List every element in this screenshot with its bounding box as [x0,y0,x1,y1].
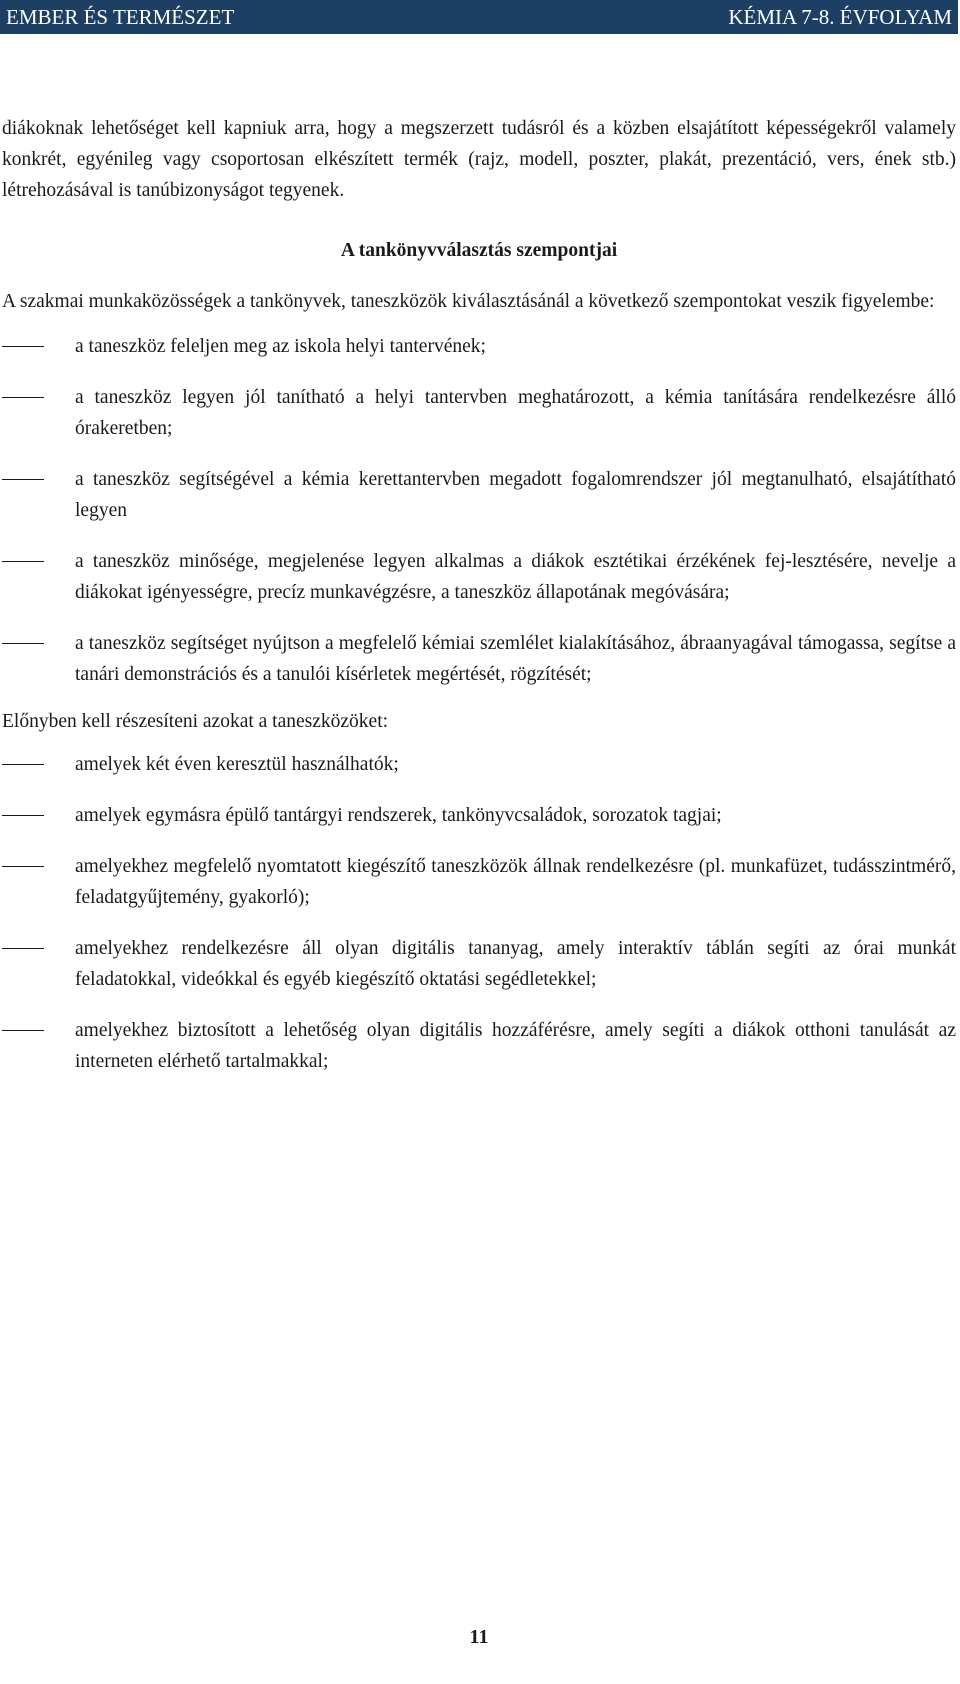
dash-bullet [2,561,44,562]
preference-list-item [2,933,956,995]
preference-text: amelyekhez megfelelő nyomtatott kiegészítő taneszközök állnak rendelkezésre (pl. munkafüzet, tudásszintmérő, feladatgyűjtemény, gyakorló); [75,856,956,908]
dash-bullet [2,643,44,644]
preference-text: amelyekhez biztosított a lehetőség olyan digitális hozzáférésre, amely segíti a diákok otthoni tanulását az interneten elérhető tartalmakkal; [75,1020,956,1072]
page-number: 11 [469,1626,489,1648]
dash-bullet [2,815,44,816]
preference-list-item [2,800,956,831]
criteria-text: a taneszköz segítségével a kémia kerettantervben megadott fogalomrendszer jól megtanulható, elsajátítható legyen [75,469,956,521]
criteria-text: a taneszköz legyen jól tanítható a helyi tantervben meghatározott, a kémia tanítására rendelkezésre álló órakeretben; [75,387,956,439]
dash-bullet [2,397,44,398]
header-grade-level: KÉMIA 7-8. ÉVFOLYAM [728,4,952,29]
criteria-lead-paragraph: A szakmai munkaközösségek a tankönyvek, taneszközök kiválasztásánál a következő szempontokat veszik figyelembe: [2,291,935,312]
preference-text: amelyek két éven keresztül használhatók; [75,754,399,775]
dash-bullet [2,866,44,867]
header-subject-area: EMBER ÉS TERMÉSZET [6,4,235,29]
dash-bullet [2,948,44,949]
dash-bullet [2,479,44,480]
criteria-text: a taneszköz feleljen meg az iskola helyi tantervének; [75,336,486,357]
preference-list-item [2,1015,956,1077]
criteria-list-item [2,546,956,608]
criteria-list [2,331,956,690]
preference-lead-paragraph: Előnyben kell részesíteni azokat a taneszközöket: [2,711,389,732]
dash-bullet [2,346,44,347]
criteria-list-item [2,331,956,362]
preference-list [2,749,956,1077]
criteria-text: a taneszköz minősége, megjelenése legyen alkalmas a diákok esztétikai érzékének fej-lesztésére, nevelje a diákokat igényességre, precíz munkavégzésre, a taneszköz állapotának megóvására; [75,551,956,603]
dash-bullet [2,764,44,765]
preference-text: amelyekhez rendelkezésre áll olyan digitális tananyag, amely interaktív táblán segíti az órai munkát feladatokkal, videókkal és egyéb kiegészítő oktatási segédletekkel; [75,938,956,990]
criteria-list-item [2,464,956,526]
document-body [0,113,958,1097]
preference-list-item [2,851,956,913]
preference-text: amelyek egymásra épülő tantárgyi rendszerek, tankönyvcsaládok, sorozatok tagjai; [75,805,722,826]
criteria-list-item [2,628,956,690]
criteria-list-item [2,382,956,444]
intro-paragraph: diákoknak lehetőséget kell kapniuk arra, hogy a megszerzett tudásról és a közben elsajátított képességekről valamely konkrét, egyénileg vagy csoportosan elkészített termék (rajz, modell, poszter, plakát, prezentáció, vers, ének stb.) létrehozásával is tanúbizonyságot tegyenek. [2,118,956,201]
dash-bullet [2,1030,44,1031]
preference-list-item [2,749,956,780]
section-heading: A tankönyvválasztás szempontjai [340,240,618,261]
criteria-text: a taneszköz segítséget nyújtson a megfelelő kémiai szemlélet kialakításához, ábraanyagával támogassa, segítse a tanári demonstrációs és a tanulói kísérletek megértését, rögzítését; [75,633,956,685]
page-header [0,0,958,34]
